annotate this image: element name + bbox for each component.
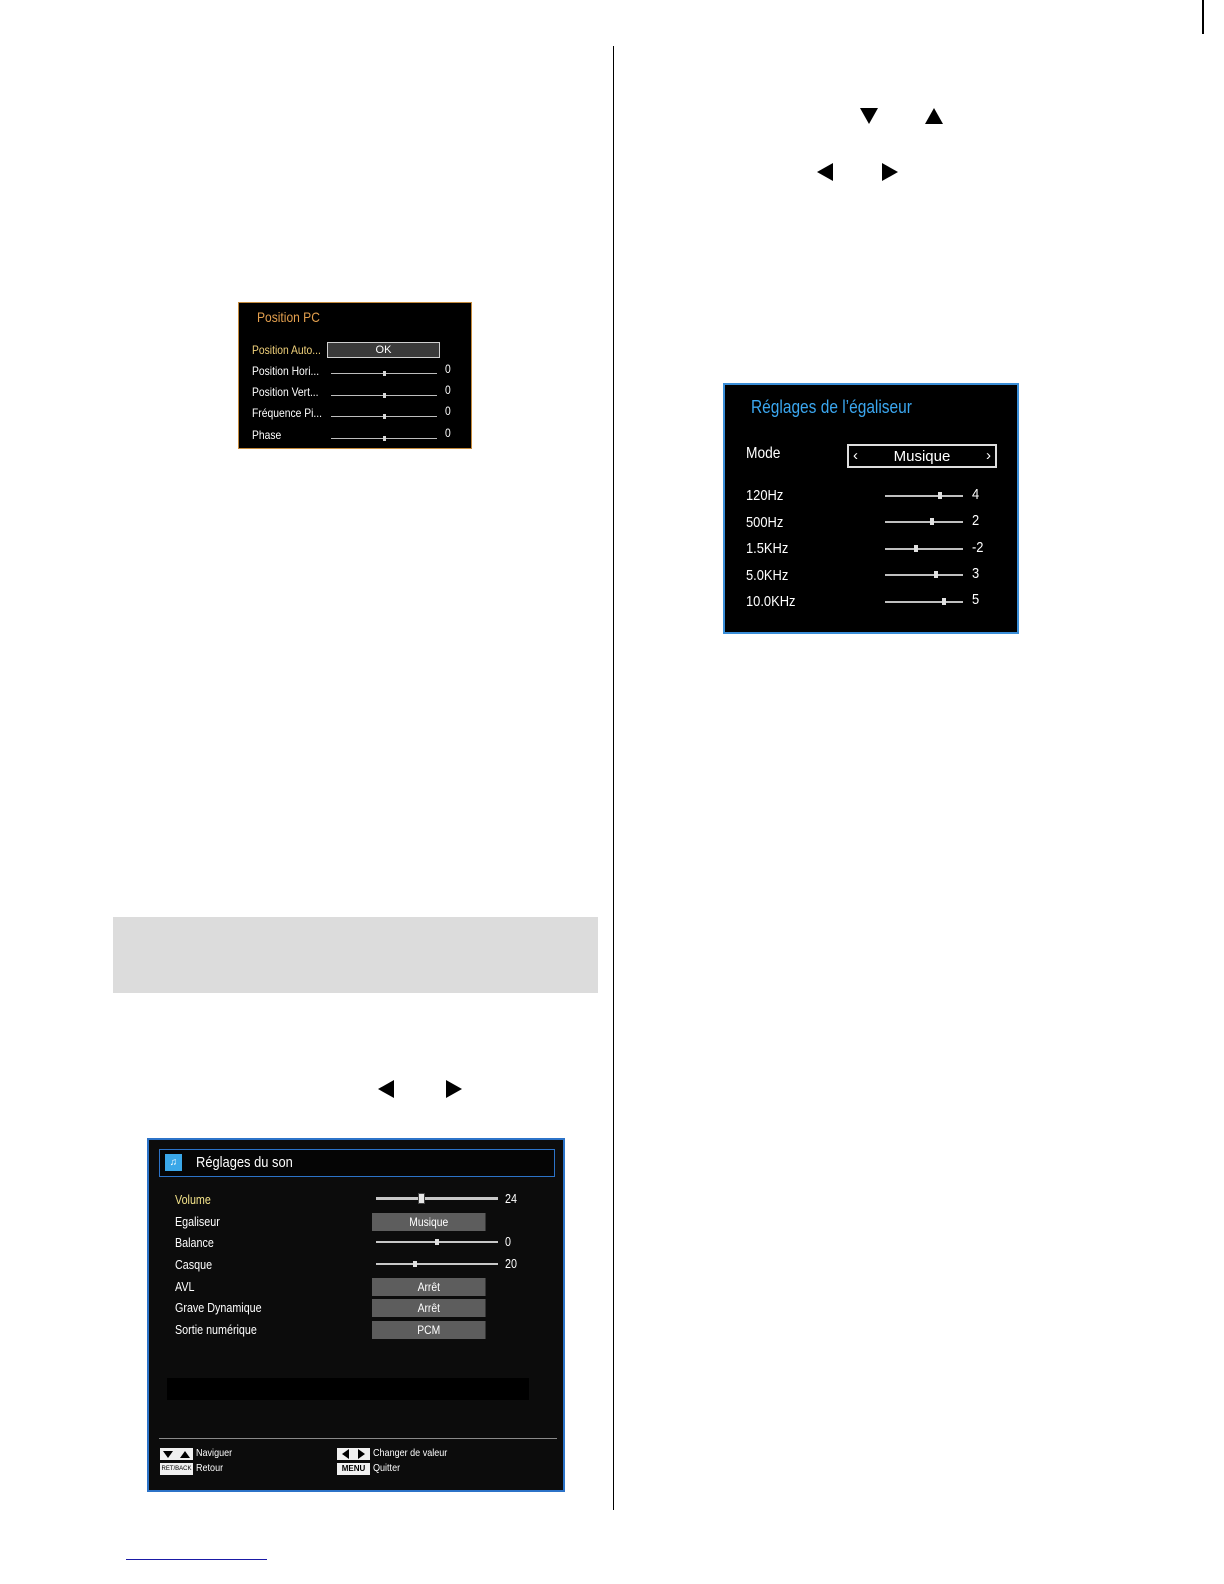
position-pc-panel bbox=[238, 302, 472, 449]
slider-value: 0 bbox=[445, 383, 451, 397]
legend-quit: Quitter bbox=[373, 1462, 401, 1474]
slider-knob[interactable] bbox=[418, 1193, 425, 1204]
avl-label[interactable]: AVL bbox=[175, 1280, 195, 1294]
band-slider[interactable] bbox=[885, 495, 963, 497]
legend-navigate: Naviguer bbox=[196, 1447, 233, 1459]
slider-knob[interactable] bbox=[934, 571, 938, 578]
legend-change-value: Changer de valeur bbox=[373, 1447, 448, 1459]
slider-track[interactable] bbox=[331, 416, 437, 417]
mode-value: Musique bbox=[893, 448, 951, 465]
headphone-value: 20 bbox=[505, 1257, 517, 1271]
headphone-label[interactable]: Casque bbox=[175, 1258, 213, 1272]
band-value: 2 bbox=[972, 512, 980, 529]
mode-selector[interactable] bbox=[847, 444, 997, 468]
band-value: 5 bbox=[972, 591, 980, 608]
arrow-down-icon bbox=[860, 108, 878, 124]
return-back-key: RET/BACK bbox=[160, 1463, 193, 1475]
slider-track[interactable] bbox=[331, 373, 437, 374]
arrow-right-icon bbox=[358, 1449, 365, 1459]
equalizer-label[interactable]: Egaliseur bbox=[175, 1215, 220, 1229]
dynamic-bass-button[interactable]: Arrêt bbox=[372, 1299, 486, 1317]
band-slider[interactable] bbox=[885, 521, 963, 523]
digital-output-label[interactable]: Sortie numérique bbox=[175, 1323, 257, 1337]
slider-knob[interactable] bbox=[383, 393, 386, 398]
arrow-left-icon bbox=[817, 163, 833, 181]
left-right-key bbox=[337, 1448, 370, 1460]
band-label[interactable]: 120Hz bbox=[746, 487, 784, 504]
band-label[interactable]: 5.0KHz bbox=[746, 567, 789, 584]
mode-label: Mode bbox=[746, 445, 781, 462]
note-box bbox=[113, 917, 598, 993]
equalizer-panel bbox=[723, 383, 1019, 634]
slider-knob[interactable] bbox=[383, 371, 386, 376]
legend-separator bbox=[159, 1438, 557, 1439]
menu-item-label[interactable]: Fréquence Pi... bbox=[252, 406, 322, 420]
band-slider[interactable] bbox=[885, 601, 963, 603]
balance-label[interactable]: Balance bbox=[175, 1236, 214, 1250]
headphone-slider[interactable] bbox=[376, 1263, 498, 1265]
balance-slider[interactable] bbox=[376, 1241, 498, 1243]
menu-key: MENU bbox=[337, 1463, 370, 1475]
band-label[interactable]: 10.0KHz bbox=[746, 593, 796, 610]
slider-value: 0 bbox=[445, 362, 451, 376]
slider-value: 0 bbox=[445, 426, 451, 440]
slider-knob[interactable] bbox=[942, 598, 946, 605]
slider-knob[interactable] bbox=[938, 492, 942, 499]
footer-line bbox=[126, 1559, 267, 1560]
band-value: 4 bbox=[972, 486, 980, 503]
slider-value: 0 bbox=[445, 404, 451, 418]
slider-knob[interactable] bbox=[413, 1261, 417, 1267]
panel-title: Réglages de l’égaliseur bbox=[751, 397, 912, 417]
arrow-left-icon bbox=[378, 1080, 394, 1098]
menu-item-label[interactable]: Position Auto... bbox=[252, 343, 321, 357]
band-label[interactable]: 500Hz bbox=[746, 514, 784, 531]
volume-value: 24 bbox=[505, 1192, 517, 1206]
top-rule bbox=[1202, 0, 1204, 34]
panel-title: Position PC bbox=[257, 309, 320, 325]
avl-button[interactable]: Arrêt bbox=[372, 1278, 486, 1296]
slider-knob[interactable] bbox=[383, 436, 386, 441]
slider-knob[interactable] bbox=[435, 1239, 439, 1245]
slider-knob[interactable] bbox=[930, 518, 934, 525]
balance-value: 0 bbox=[505, 1235, 511, 1249]
band-value: -2 bbox=[972, 539, 984, 556]
legend-back: Retour bbox=[196, 1462, 224, 1474]
info-bar bbox=[167, 1378, 529, 1400]
band-slider[interactable] bbox=[885, 574, 963, 576]
panel-title: Réglages du son bbox=[196, 1154, 293, 1171]
volume-slider[interactable] bbox=[376, 1197, 498, 1200]
arrow-down-icon bbox=[163, 1451, 173, 1458]
ok-button[interactable]: OK bbox=[327, 342, 440, 358]
arrow-up-icon bbox=[925, 108, 943, 124]
arrow-right-icon bbox=[882, 163, 898, 181]
volume-label[interactable]: Volume bbox=[175, 1193, 211, 1207]
band-value: 3 bbox=[972, 565, 980, 582]
slider-knob[interactable] bbox=[914, 545, 918, 552]
dynamic-bass-label[interactable]: Grave Dynamique bbox=[175, 1301, 262, 1315]
chevron-right-icon[interactable]: › bbox=[986, 447, 991, 464]
slider-track[interactable] bbox=[331, 395, 437, 396]
equalizer-button[interactable]: Musique bbox=[372, 1213, 486, 1231]
arrow-up-icon bbox=[180, 1451, 190, 1458]
column-divider bbox=[613, 46, 614, 1510]
panel-header bbox=[159, 1149, 555, 1177]
arrow-right-icon bbox=[446, 1080, 462, 1098]
sound-settings-panel bbox=[147, 1138, 565, 1492]
slider-knob[interactable] bbox=[383, 414, 386, 419]
digital-output-button[interactable]: PCM bbox=[372, 1321, 486, 1339]
menu-item-label[interactable]: Position Vert... bbox=[252, 385, 319, 399]
menu-item-label[interactable]: Position Hori... bbox=[252, 364, 320, 378]
band-label[interactable]: 1.5KHz bbox=[746, 540, 789, 557]
menu-item-label[interactable]: Phase bbox=[252, 428, 282, 442]
slider-track[interactable] bbox=[331, 438, 437, 439]
music-note-icon: ♫ bbox=[165, 1154, 182, 1171]
up-down-key bbox=[160, 1448, 193, 1460]
arrow-left-icon bbox=[342, 1449, 349, 1459]
chevron-left-icon[interactable]: ‹ bbox=[853, 447, 858, 464]
band-slider[interactable] bbox=[885, 548, 963, 550]
